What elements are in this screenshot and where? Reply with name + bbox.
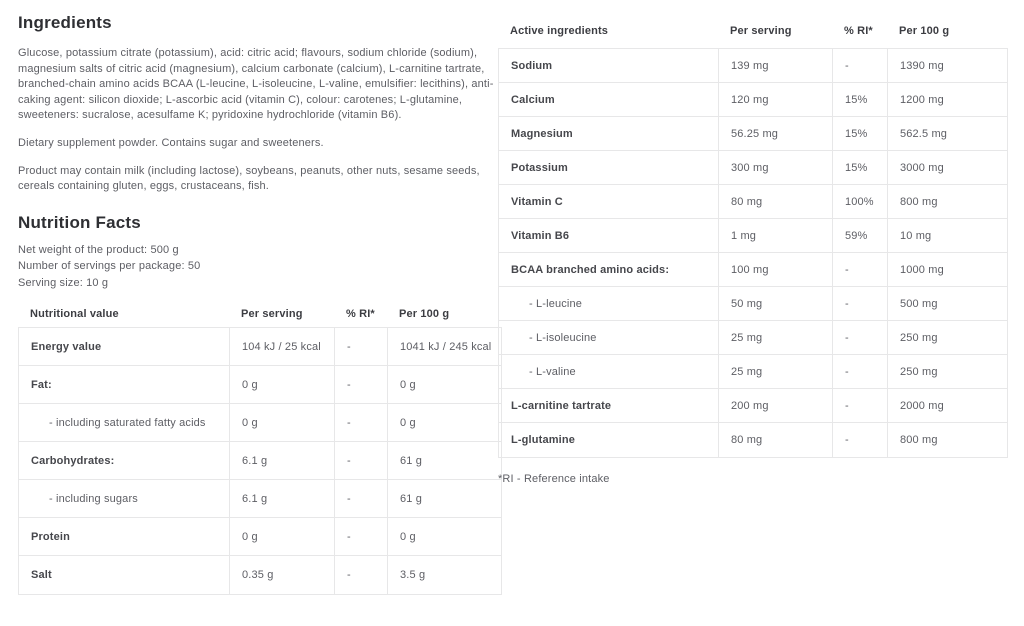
per-serving-value: 0.35 g [230, 556, 335, 594]
table-row [499, 83, 1007, 117]
row-label: - including sugars [19, 480, 230, 517]
row-label: BCAA branched amino acids: [499, 253, 719, 286]
ri-value: - [335, 442, 388, 479]
per-100g-value: 61 g [400, 454, 423, 467]
per-100g-value: 250 mg [900, 365, 938, 378]
per-100g-value: 3000 mg [900, 161, 944, 174]
row-label: Carbohydrates: [19, 442, 230, 479]
row-label: Potassium [499, 151, 719, 184]
serving-info [18, 242, 502, 292]
column-header: Per serving [730, 25, 792, 37]
per-100g-value: 3.5 g [400, 569, 426, 582]
table-row [499, 117, 1007, 151]
ri-value: 15% [833, 151, 888, 184]
active-table-body [498, 48, 1008, 458]
per-100g-value: 0 g [400, 530, 416, 543]
table-row [499, 287, 1007, 321]
per-serving-value: 300 mg [719, 151, 833, 184]
per-100g-value: 2000 mg [900, 399, 944, 412]
allergen-note: Product may contain milk (including lactose), soybeans, peanuts, other nuts, sesame seeds, cereals containing gluten, eggs, crustaceans, fish. [18, 164, 480, 193]
nutrition-table-header [18, 301, 502, 327]
ri-value: - [833, 253, 888, 286]
per-100g-value: 500 mg [900, 297, 938, 310]
ri-value: 15% [833, 117, 888, 150]
table-row [499, 355, 1007, 389]
ri-value: - [335, 518, 388, 555]
row-label: Calcium [499, 83, 719, 116]
per-serving-value: 0 g [230, 366, 335, 403]
table-row [499, 423, 1007, 457]
table-row [499, 151, 1007, 185]
table-row [19, 480, 501, 518]
per-100g-value: 0 g [400, 416, 416, 429]
ingredients-text: Glucose, potassium citrate (potassium), acid: citric acid; flavours, sodium chloride (sodium), magnesium salts of citric acid (magnesium), calcium carbonate (calcium), L-carnitine tartrate, branched-chain amino acids BCAA (L-leucine, L-isoleucine, L-valine, emulsifier: lecithins), anti-caking agent: silicon dioxide; L-ascorbic acid (vitamin C), colour: carotenes; L-glutamine, sweeteners: sucralose, acesulfame K; pyridoxine hydrochloride (vitamin B6). [18, 47, 494, 122]
per-serving-value: 200 mg [719, 389, 833, 422]
table-row [499, 49, 1007, 83]
row-label: - L-valine [499, 355, 719, 388]
active-table-header [498, 14, 1008, 48]
column-header: % RI* [346, 308, 375, 321]
ri-value: 100% [833, 185, 888, 218]
per-100g-value: 10 mg [900, 229, 932, 242]
per-100g-value: 800 mg [900, 195, 938, 208]
column-header: Per serving [241, 308, 303, 321]
ri-value: - [833, 389, 888, 422]
column-header: Per 100 g [899, 25, 950, 37]
nutrition-facts-title: Nutrition Facts [18, 212, 141, 232]
table-row [19, 366, 501, 404]
supplement-note: Dietary supplement powder. Contains sugar and sweeteners. [18, 136, 324, 149]
ri-value: 59% [833, 219, 888, 252]
per-100g-value: 1041 kJ / 245 kcal [400, 340, 492, 353]
table-row [19, 328, 501, 366]
row-label: Vitamin B6 [499, 219, 719, 252]
ri-value: - [335, 480, 388, 517]
per-100g-value: 562.5 mg [900, 127, 948, 140]
per-100g-value: 250 mg [900, 331, 938, 344]
ri-value: - [335, 328, 388, 365]
nutrition-table-body [18, 327, 502, 595]
per-serving-value: 104 kJ / 25 kcal [230, 328, 335, 365]
per-serving-value: 25 mg [719, 355, 833, 388]
row-label: Salt [19, 556, 230, 594]
per-100g-value: 1000 mg [900, 263, 944, 276]
table-row [19, 442, 501, 480]
per-100g-value: 1200 mg [900, 93, 944, 106]
table-row [19, 404, 501, 442]
column-header: Active ingredients [510, 25, 609, 37]
row-label: - L-leucine [499, 287, 719, 320]
row-label: Magnesium [499, 117, 719, 150]
ri-value: - [833, 355, 888, 388]
row-label: L-glutamine [499, 423, 719, 457]
ri-value: - [335, 404, 388, 441]
ingredients-title: Ingredients [18, 13, 112, 32]
table-row [499, 185, 1007, 219]
column-header: % RI* [844, 25, 873, 37]
per-serving-value: 1 mg [719, 219, 833, 252]
table-row [19, 556, 501, 594]
per-serving-value: 25 mg [719, 321, 833, 354]
ri-value: - [833, 49, 888, 82]
per-serving-value: 139 mg [719, 49, 833, 82]
ri-value: - [833, 321, 888, 354]
row-label: Fat: [19, 366, 230, 403]
active-ingredients-table [498, 14, 1008, 458]
column-header: Per 100 g [399, 308, 450, 321]
serving-size: Serving size: 10 g [18, 276, 109, 289]
per-serving-value: 56.25 mg [719, 117, 833, 150]
per-serving-value: 6.1 g [230, 480, 335, 517]
row-label: - including saturated fatty acids [19, 404, 230, 441]
per-100g-value: 61 g [400, 492, 423, 505]
row-label: Vitamin C [499, 185, 719, 218]
per-serving-value: 80 mg [719, 185, 833, 218]
per-serving-value: 80 mg [719, 423, 833, 457]
ri-value: - [335, 556, 388, 594]
table-row [19, 518, 501, 556]
row-label: L-carnitine tartrate [499, 389, 719, 422]
row-label: Energy value [19, 328, 230, 365]
table-row [499, 219, 1007, 253]
column-header: Nutritional value [30, 308, 119, 321]
row-label: Protein [19, 518, 230, 555]
ingredients-section [18, 12, 502, 595]
per-serving-value: 120 mg [719, 83, 833, 116]
net-weight: Net weight of the product: 500 g [18, 243, 179, 256]
per-serving-value: 50 mg [719, 287, 833, 320]
per-serving-value: 100 mg [719, 253, 833, 286]
row-label: Sodium [499, 49, 719, 82]
ri-value: - [833, 287, 888, 320]
servings-per-package: Number of servings per package: 50 [18, 260, 201, 273]
table-row [499, 321, 1007, 355]
ri-value: - [335, 366, 388, 403]
reference-intake-footnote: *RI - Reference intake [498, 473, 610, 485]
per-serving-value: 6.1 g [230, 442, 335, 479]
active-ingredients-section [498, 14, 1008, 485]
row-label: - L-isoleucine [499, 321, 719, 354]
ri-value: 15% [833, 83, 888, 116]
per-100g-value: 0 g [400, 378, 416, 391]
nutrition-table [18, 301, 502, 595]
table-row [499, 389, 1007, 423]
per-serving-value: 0 g [230, 404, 335, 441]
per-serving-value: 0 g [230, 518, 335, 555]
table-row [499, 253, 1007, 287]
ri-value: - [833, 423, 888, 457]
per-100g-value: 1390 mg [900, 59, 944, 72]
per-100g-value: 800 mg [900, 434, 938, 446]
